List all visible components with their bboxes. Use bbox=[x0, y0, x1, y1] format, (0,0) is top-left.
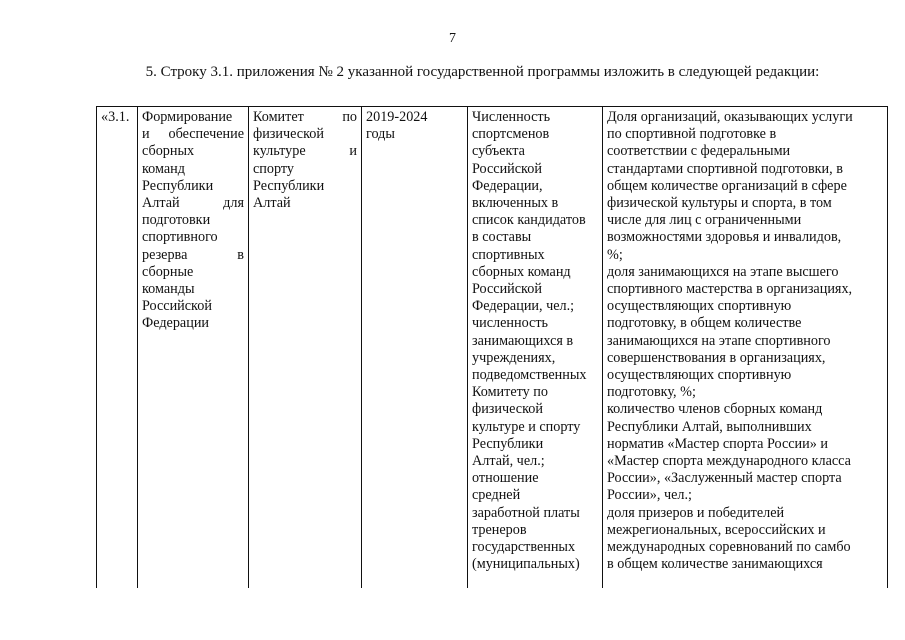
program-table bbox=[96, 106, 888, 588]
indicator-line: средней bbox=[472, 487, 521, 504]
target-line: Доля организаций, оказывающих услуги bbox=[607, 109, 853, 125]
indicator-line: культуре и спорту bbox=[472, 418, 581, 435]
target-line: спортивного мастерства в организациях, bbox=[607, 281, 853, 298]
indicator-line: численность bbox=[472, 315, 549, 332]
measure-name-line-word: спортивного bbox=[142, 229, 218, 246]
target-line: %; bbox=[607, 246, 623, 263]
measure-name-cell bbox=[138, 107, 249, 588]
measure-name-line-word: для bbox=[223, 195, 244, 212]
measure-name-line-word: в bbox=[237, 246, 244, 263]
indicator-line: физической bbox=[472, 401, 543, 418]
target-line: доля занимающихся на этапе высшего bbox=[607, 263, 839, 280]
measure-name-line bbox=[142, 298, 244, 315]
indicator-line: субъекта bbox=[472, 143, 525, 160]
measure-name-line bbox=[142, 264, 244, 281]
target-line: осуществляющих спортивную bbox=[607, 298, 792, 315]
measure-name-line-word: команды bbox=[142, 281, 195, 298]
measure-name-line-word: Алтай bbox=[142, 195, 180, 212]
indicator-line: спортивных bbox=[472, 246, 545, 263]
indicator-line: Российской bbox=[472, 160, 542, 177]
indicator-line: включенных в bbox=[472, 195, 559, 212]
target-line: международных соревнований по самбо bbox=[607, 539, 851, 556]
measure-name-line bbox=[142, 212, 244, 229]
measure-name-line bbox=[142, 126, 244, 143]
row-number: «3.1. bbox=[101, 109, 130, 125]
indicator-line: учреждениях, bbox=[472, 349, 556, 366]
indicator-line: тренеров bbox=[472, 521, 527, 538]
target-line: норматив «Мастер спорта России» и bbox=[607, 435, 828, 452]
target-line: по спортивной подготовке в bbox=[607, 126, 777, 143]
responsible-line-word: физической bbox=[253, 126, 324, 143]
responsible-line bbox=[253, 143, 357, 160]
responsible-cell bbox=[249, 107, 362, 588]
target-line: подготовку, %; bbox=[607, 384, 696, 401]
indicator-line: Алтай, чел.; bbox=[472, 453, 545, 470]
responsible-line bbox=[253, 178, 357, 195]
responsible-line bbox=[253, 109, 357, 126]
years-line: годы bbox=[366, 126, 395, 143]
target-line: «Мастер спорта международного класса bbox=[607, 453, 851, 470]
responsible-line-word: Алтай bbox=[253, 195, 291, 212]
responsible-line-word: спорту bbox=[253, 160, 294, 177]
target-line: количество членов сборных команд bbox=[607, 401, 823, 418]
target-line: стандартами спортивной подготовки, в bbox=[607, 160, 843, 177]
row-number-cell bbox=[97, 107, 138, 588]
target-line: совершенствования в организациях, bbox=[607, 349, 826, 366]
measure-name-line bbox=[142, 315, 244, 332]
measure-name-line bbox=[142, 229, 244, 246]
measure-name-line bbox=[142, 195, 244, 212]
target-line: доля призеров и победителей bbox=[607, 504, 785, 521]
measure-name-line-word: Формирование bbox=[142, 109, 233, 125]
indicator-line: Республики bbox=[472, 435, 544, 452]
target-line: числе для лиц с ограниченными bbox=[607, 212, 802, 229]
indicator-line: заработной платы bbox=[472, 504, 580, 521]
indicator-line: Российской bbox=[472, 281, 542, 298]
target-line: в общем количестве занимающихся bbox=[607, 556, 823, 573]
indicator-line: Федерации, bbox=[472, 177, 543, 194]
indicator-line: государственных bbox=[472, 539, 576, 556]
responsible-line-word: по bbox=[342, 109, 357, 125]
target-line: подготовку, в общем количестве bbox=[607, 315, 802, 332]
measure-name-line-word: сборные bbox=[142, 263, 194, 280]
indicator-line: занимающихся в bbox=[472, 332, 574, 349]
target-line: России», чел.; bbox=[607, 487, 692, 504]
instruction-text: 5. Строку 3.1. приложения № 2 указанной государственной программы изложить в следующей редакции: bbox=[145, 64, 820, 80]
measure-name-line-word: Республики bbox=[142, 177, 214, 194]
indicator-line: сборных команд bbox=[472, 263, 571, 280]
responsible-line-word: Комитет bbox=[253, 109, 304, 125]
indicator-line: в составы bbox=[472, 229, 532, 246]
measure-name-line-word: обеспечение bbox=[168, 126, 244, 143]
measure-name-line-word: резерва bbox=[142, 246, 188, 263]
measure-name-line bbox=[142, 143, 244, 160]
target-line: соответствии с федеральными bbox=[607, 143, 791, 160]
responsible-line bbox=[253, 126, 357, 143]
indicator-line: спортсменов bbox=[472, 126, 550, 143]
target-line: возможностями здоровья и инвалидов, bbox=[607, 229, 842, 246]
target-line: физической культуры и спорта, в том bbox=[607, 195, 832, 212]
measure-name-line-word: команд bbox=[142, 160, 185, 177]
indicator-line: Численность bbox=[472, 109, 551, 125]
indicators-cell bbox=[468, 107, 603, 588]
responsible-line bbox=[253, 195, 357, 212]
years-cell bbox=[362, 107, 468, 588]
indicator-line: список кандидатов bbox=[472, 212, 586, 229]
responsible-line-word: культуре bbox=[253, 143, 306, 160]
measure-name-line bbox=[142, 281, 244, 298]
measure-name-line bbox=[142, 178, 244, 195]
responsible-line bbox=[253, 161, 357, 178]
indicator-line: Федерации, чел.; bbox=[472, 298, 575, 315]
measure-name-line-word: Федерации bbox=[142, 315, 210, 332]
target-line: общем количестве организаций в сфере bbox=[607, 177, 847, 194]
responsible-line-word: Республики bbox=[253, 177, 325, 194]
target-line: осуществляющих спортивную bbox=[607, 367, 792, 384]
measure-name-line bbox=[142, 247, 244, 264]
measure-name-line-word: и bbox=[142, 126, 150, 143]
measure-name-line-word: сборных bbox=[142, 143, 195, 160]
measure-name-line-word: подготовки bbox=[142, 212, 211, 229]
indicator-line: подведомственных bbox=[472, 367, 587, 384]
indicator-line: Комитету по bbox=[472, 384, 548, 401]
years-line: 2019-2024 bbox=[366, 109, 428, 125]
target-line: межрегиональных, всероссийских и bbox=[607, 521, 826, 538]
indicator-line: отношение bbox=[472, 470, 539, 487]
responsible-line-word: и bbox=[349, 143, 357, 160]
measure-name-line-word: Российской bbox=[142, 298, 212, 315]
target-line: Республики Алтай, выполнивших bbox=[607, 418, 812, 435]
target-line: занимающихся на этапе спортивного bbox=[607, 332, 831, 349]
measure-name-line bbox=[142, 109, 244, 126]
target-line: России», «Заслуженный мастер спорта bbox=[607, 470, 842, 487]
page-number: 7 bbox=[449, 31, 456, 46]
measure-name-line bbox=[142, 161, 244, 178]
targets-cell bbox=[603, 107, 887, 588]
indicator-line: (муниципальных) bbox=[472, 556, 580, 573]
